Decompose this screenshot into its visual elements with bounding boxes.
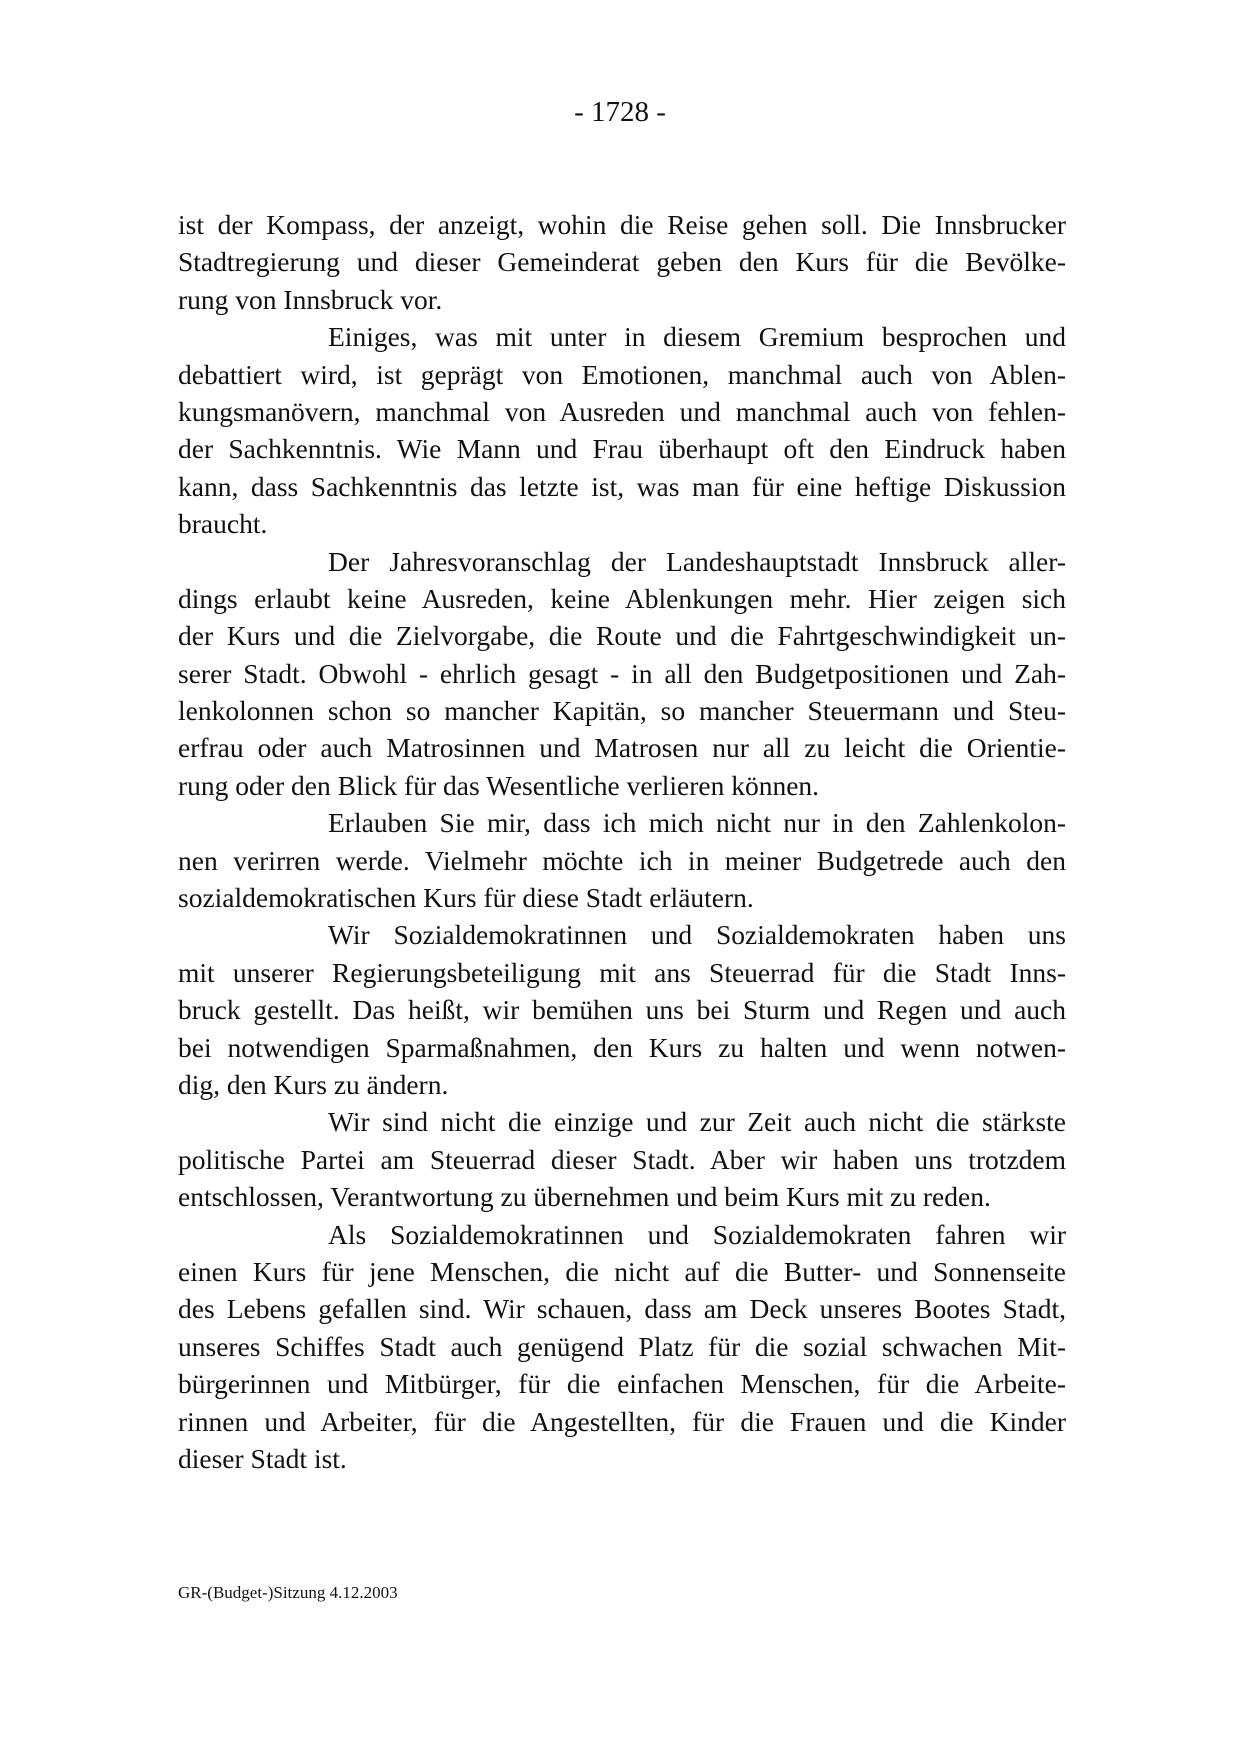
text-line: Als Sozialdemokratinnen und Sozialdemokraten fahren wir bbox=[328, 1218, 1066, 1250]
text-line: Erlauben Sie mir, dass ich mich nicht nur in den Zahlenkolon- bbox=[328, 807, 1066, 839]
text-line: entschlossen, Verantwortung zu übernehmen und beim Kurs mit zu reden. bbox=[178, 1181, 991, 1213]
text-line: bruck gestellt. Das heißt, wir bemühen uns bei Sturm und Regen und auch bbox=[178, 994, 1066, 1026]
text-line: einen Kurs für jene Menschen, die nicht auf die Butter- und Sonnenseite bbox=[178, 1255, 1066, 1287]
text-line: dieser Stadt ist. bbox=[178, 1442, 347, 1474]
text-line: der Sachkenntnis. Wie Mann und Frau überhaupt oft den Eindruck haben bbox=[178, 433, 1066, 465]
text-line: kungsmanövern, manchmal von Ausreden und manchmal auch von fehlen- bbox=[178, 395, 1066, 427]
text-line: erfrau oder auch Matrosinnen und Matrosen nur all zu leicht die Orientie- bbox=[178, 732, 1066, 764]
body-text bbox=[178, 206, 1066, 1477]
text-line: dings erlaubt keine Ausreden, keine Ablenkungen mehr. Hier zeigen sich bbox=[178, 582, 1066, 614]
text-line: debattiert wird, ist geprägt von Emotionen, manchmal auch von Ablen- bbox=[178, 358, 1066, 390]
text-line: lenkolonnen schon so mancher Kapitän, so mancher Steuermann und Steu- bbox=[178, 695, 1066, 727]
page-number: - 1728 - bbox=[574, 96, 666, 128]
text-line: bei notwendigen Sparmaßnahmen, den Kurs zu halten und wenn notwen- bbox=[178, 1031, 1066, 1063]
text-line: Stadtregierung und dieser Gemeinderat geben den Kurs für die Bevölke- bbox=[178, 246, 1066, 278]
text-line: Wir Sozialdemokratinnen und Sozialdemokraten haben uns bbox=[328, 919, 1066, 951]
text-line: Einiges, was mit unter in diesem Gremium besprochen und bbox=[328, 321, 1066, 353]
footer-session-date: GR-(Budget-)Sitzung 4.12.2003 bbox=[178, 1583, 398, 1602]
text-line: nen verirren werde. Vielmehr möchte ich in meiner Budgetrede auch den bbox=[178, 844, 1066, 876]
text-line: unseres Schiffes Stadt auch genügend Platz für die sozial schwachen Mit- bbox=[178, 1330, 1066, 1362]
text-line: kann, dass Sachkenntnis das letzte ist, was man für eine heftige Diskussion bbox=[178, 470, 1066, 502]
text-line: politische Partei am Steuerrad dieser Stadt. Aber wir haben uns trotzdem bbox=[178, 1143, 1066, 1175]
text-line: rung oder den Blick für das Wesentliche verlieren können. bbox=[178, 769, 820, 801]
text-line: der Kurs und die Zielvorgabe, die Route und die Fahrtgeschwindigkeit un- bbox=[178, 620, 1066, 652]
text-line: Der Jahresvoranschlag der Landeshauptstadt Innsbruck aller- bbox=[328, 545, 1066, 577]
text-line: Wir sind nicht die einzige und zur Zeit auch nicht die stärkste bbox=[328, 1106, 1066, 1138]
text-line: ist der Kompass, der anzeigt, wohin die Reise gehen soll. Die Innsbrucker bbox=[178, 209, 1066, 240]
text-line: dig, den Kurs zu ändern. bbox=[178, 1068, 449, 1100]
text-line: bürgerinnen und Mitbürger, für die einfachen Menschen, für die Arbeite- bbox=[178, 1368, 1066, 1400]
text-line: rung von Innsbruck vor. bbox=[178, 283, 443, 315]
text-line: des Lebens gefallen sind. Wir schauen, dass am Deck unseres Bootes Stadt, bbox=[178, 1293, 1066, 1325]
text-line: braucht. bbox=[178, 508, 268, 540]
text-line: sozialdemokratischen Kurs für diese Stadt erläutern. bbox=[178, 882, 754, 914]
text-line: rinnen und Arbeiter, für die Angestellten, für die Frauen und die Kinder bbox=[178, 1405, 1066, 1437]
text-line: mit unserer Regierungsbeteiligung mit ans Steuerrad für die Stadt Inns- bbox=[178, 956, 1066, 988]
text-line: serer Stadt. Obwohl - ehrlich gesagt - in all den Budgetpositionen und Zah- bbox=[178, 657, 1066, 689]
